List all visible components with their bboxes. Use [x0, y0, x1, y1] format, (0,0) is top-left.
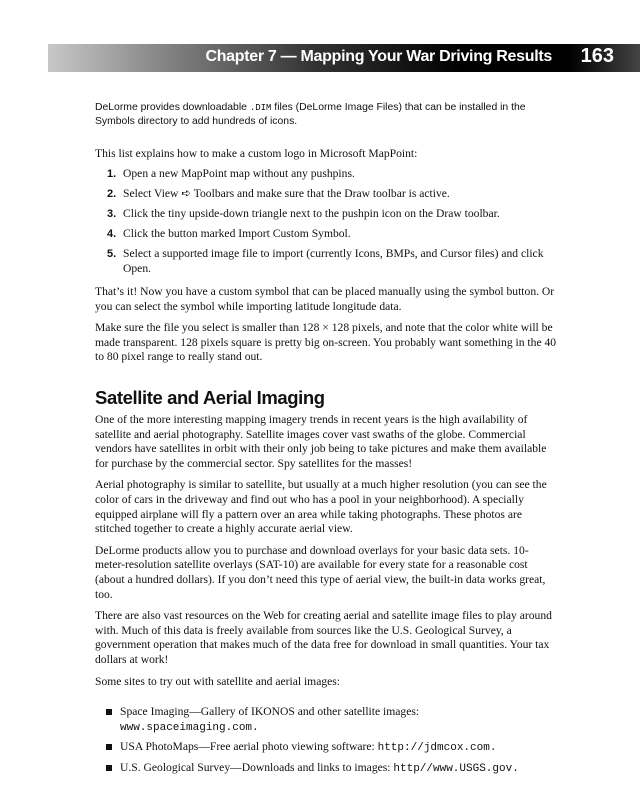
page-body [95, 101, 557, 782]
paragraph-thats-it: That’s it! Now you have a custom symbol that can be placed manually using the symbol button. Or you can select the symbol while importing latitude longitude data. [95, 285, 555, 313]
steps-list [95, 167, 557, 276]
step-number: 1. [107, 167, 117, 180]
step-item [95, 227, 557, 242]
bullet-square-icon [106, 709, 112, 715]
chapter-title: Chapter 7 — Mapping Your War Driving Results [205, 48, 552, 65]
site-url[interactable]: http//www.USGS.gov. [393, 762, 519, 775]
site-description: U.S. Geological Survey—Downloads and links to images: [120, 760, 394, 774]
step-text: Click the tiny upside-down triangle next to the pushpin icon on the Draw toolbar. [123, 206, 500, 220]
site-url[interactable]: www.spaceimaging.com. [120, 721, 259, 734]
step-number: 2. [107, 187, 117, 200]
paragraph-satellite: One of the more interesting mapping imagery trends in recent years is the high availability of satellite and aerial photography. Satellite images cover vast swaths of the globe. Commercial vendors have satellites in orbit with their only job being to take pictures and make them available for purchase by the commercial sector. Spy satellites for the masses! [95, 413, 547, 470]
site-description: USA PhotoMaps—Free aerial photo viewing software: [120, 740, 378, 754]
sites-list [95, 705, 557, 776]
bullet-square-icon [106, 744, 112, 750]
step-number: 5. [107, 247, 117, 260]
paragraph-delorme: DeLorme products allow you to purchase and download overlays for your basic data sets. 10-meter-resolution satellite overlays (SAT-10) are available for every state for a reasonable cost (about a hundred dollars). If you don’t need this type of aerial view, the built-in data works great, too. [95, 543, 546, 601]
intro-text: DeLorme provides downloadable [95, 102, 250, 113]
site-item [95, 761, 557, 777]
list-intro: This list explains how to make a custom logo in Microsoft MapPoint: [95, 147, 418, 160]
site-description: Space Imaging—Gallery of IKONOS and other satellite images: [120, 705, 420, 719]
step-number: 4. [107, 227, 117, 240]
site-url[interactable]: http://jdmcox.com. [377, 742, 497, 755]
step-number: 3. [107, 207, 117, 220]
intro-paragraph [95, 101, 557, 129]
step-item [95, 187, 557, 202]
paragraph-make-sure: Make sure the file you select is smaller than 128 × 128 pixels, and note that the color white will be made transparent. 128 pixels square is pretty big on-screen. You probably want something in the 40 to 80 pixel range to really stand out. [95, 321, 557, 364]
step-item [95, 247, 557, 276]
paragraph-web: There are also vast resources on the Web for creating aerial and satellite image files to play around with. Much of this data is freely available from sources like the U.S. Geological Survey, a government operation that makes much of the data free for download in small quantities. Your tax dollars at work! [95, 609, 552, 666]
section-heading: Satellite and Aerial Imaging [95, 387, 325, 409]
paragraph-aerial: Aerial photography is similar to satellite, but usually at a much higher resolution (you can see the color of cars in the driveway and find out who has a pool in your neighborhood). A specially equipped airplane will fly a pattern over an area while taking photographs. These photos are stitched together to create a highly accurate aerial view. [95, 478, 547, 536]
site-item [95, 705, 557, 735]
file-extension: .DIM [249, 103, 272, 113]
step-text: Select a supported image file to import (currently Icons, BMPs, and Cursor files) and click Open. [123, 246, 544, 275]
step-text: Open a new MapPoint map without any pushpins. [123, 166, 355, 180]
chapter-header-bar [48, 44, 640, 72]
step-item [95, 207, 557, 222]
bullet-square-icon [106, 765, 112, 771]
sites-intro: Some sites to try out with satellite and aerial images: [95, 674, 341, 688]
step-item [95, 167, 557, 182]
step-text: Select View ➪ Toolbars and make sure that the Draw toolbar is active. [123, 186, 450, 200]
intro-text-rest: files (DeLorme Image Files) that can be installed in the Symbols directory to add hundreds of icons. [95, 102, 526, 127]
site-item [95, 740, 557, 756]
page-number: 163 [580, 45, 614, 67]
step-text: Click the button marked Import Custom Symbol. [123, 226, 351, 240]
